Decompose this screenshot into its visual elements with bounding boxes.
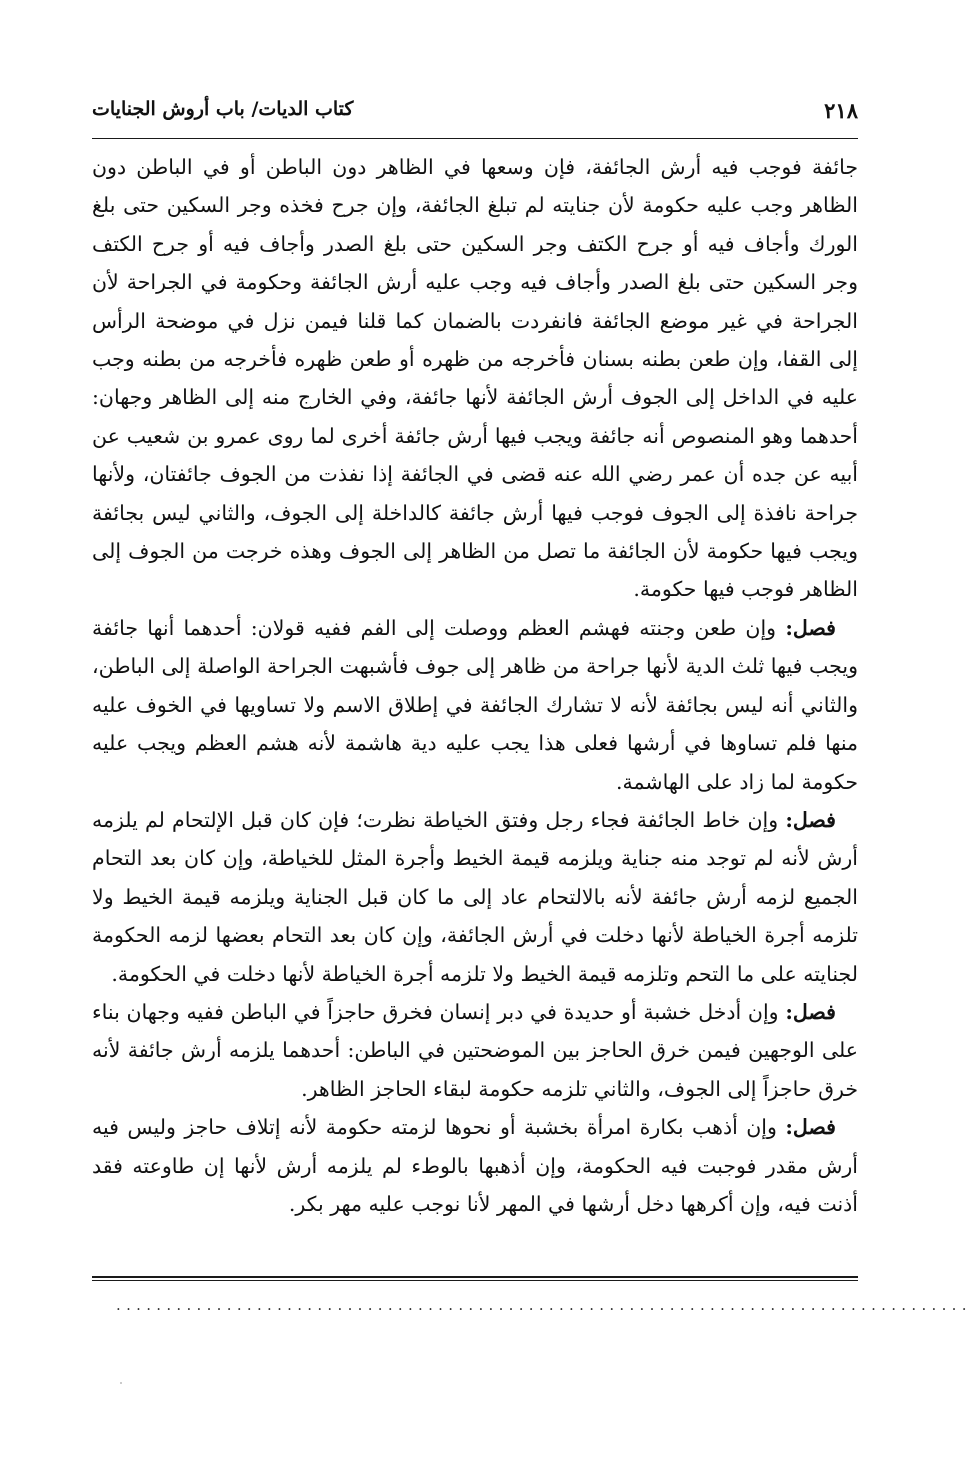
paragraph-continuation: جائفة فوجب فيه أرش الجائفة، فإن وسعها في الظاهر دون الباطن أو في الباطن دون الظاهر وجب عليه حكومة لأن جنايته لم تبلغ الجائفة، وإن جرح فخذه وجر السكين حتى بلغ الورك وأجاف فيه أو جرح الكتف وجر السكين حتى بلغ الصدر وأجاف فيه أو جرح الكتف وجر السكين حتى بلغ الصدر وأجاف فيه وجب عليه أرش الجائفة وحكومة في الجراحة لأن الجراحة في غير موضع الجائفة فانفردت بالضمان كما قلنا فيمن نزل في موضحة الرأس إلى القفا، وإن طعن بطنه بسنان فأخرجه من ظهره أو طعن ظهره فأخرجه من بطنه وجب عليه في الداخل إلى الجوف أرش الجائفة لأنها جائفة، وفي الخارج منه إلى الظاهر وجهان: أحدهما وهو المنصوص أنه جائفة ويجب فيها أرش جائفة أخرى لما روى عمرو بن شعيب عن أبيه عن جده أن عمر رضي الله عنه قضى في الجائفة إذا نفذت من الجوف جائفتان، ولأنها جراحة نافذة إلى الجوف فوجب فيها أرش جائفة كالداخلة إلى الجوف، والثاني ليس بجائفة ويجب فيها حكومة لأن الجائفة ما تصل من الظاهر إلى الجوف وهذه خرجت من الجوف إلى الظاهر فوجب فيها حكومة. — [92, 155, 858, 602]
main-text — [92, 148, 858, 1223]
footnote-dotted-line: ..................................................................................... — [116, 1296, 972, 1314]
section-text: وإن أدخل خشبة أو حديدة في دبر إنسان فخرق حاجزاً في الباطن ففيه وجهان بناء على الوجهين فيمن خرق الحاجز بين الموضحتين في الباطن: أحدهما يلزمه أرش جائفة لأنه خرق حاجزاً إلى الجوف، والثاني تلزمه حكومة لبقاء الحاجز الظاهر. — [92, 999, 858, 1101]
section-text: وإن خاط الجائفة فجاء رجل وفتق الخياطة نظرت؛ فإن كان قبل الإلتحام لم يلزمه أرش لأنه لم توجد منه جناية ويلزمه قيمة الخيط وأجرة المثل للخياطة، وإن كان بعد التحام الجميع لزمه أرش جائفة لأنه بالالتحام عاد إلى ما كان قبل الجناية ويلزمه قيمة الخيط ولا تلزمه أجرة الخياطة لأنها دخلت في أرش الجائفة، وإن كان بعد التحام بعضها لزمه الحكومة لجنايته على ما التحم وتلزمه قيمة الخيط ولا تلزمه أجرة الخياطة لأنها دخلت في الحكومة. — [92, 807, 858, 986]
section-text: وإن طعن وجنته فهشم العظم ووصلت إلى الفم ففيه قولان: أحدهما أنها جائفة ويجب فيها ثلث الدية لأنها جراحة من ظاهر إلى جوف فأشبهت الجراحة الواصلة إلى الباطن، والثاني أنه ليس بجائفة لأنه لا تشارك الجائفة في إطلاق الاسم ولا تساويها في الخوف عليه منها فلم تساوها في أرشها فعلى هذا يجب عليه دية هاشمة لأنه هشم العظم ويجب عليه حكومة لما زاد على الهاشمة. — [92, 615, 858, 794]
section-heading: فصل: — [785, 999, 836, 1024]
scan-speck — [120, 1382, 122, 1384]
page-header — [92, 92, 858, 132]
footnote-rule — [92, 1276, 858, 1278]
running-title: كتاب الديات/ باب أروش الجنايات — [92, 98, 354, 120]
section-paragraph — [92, 609, 858, 801]
section-heading: فصل: — [785, 1115, 836, 1140]
section-heading: فصل: — [785, 615, 836, 640]
header-rule — [92, 138, 858, 139]
section-paragraph — [92, 993, 858, 1108]
footnote-rule-thin — [92, 1280, 858, 1281]
section-heading: فصل: — [785, 807, 836, 832]
section-paragraph — [92, 1108, 858, 1223]
page-number: ٢١٨ — [824, 98, 858, 123]
section-paragraph — [92, 801, 858, 993]
section-text: وإن أذهب بكارة امرأة بخشبة أو نحوها لزمته حكومة لأنه إتلاف حاجز وليس فيه أرش مقدر فوجبت فيه الحكومة، وإن أذهبها بالوطء لم يلزمه أرش لأنها إن طاوعته فقد أذنت فيه، وإن أكرهها دخل أرشها في المهر لأنا نوجب عليه مهر بكر. — [92, 1115, 858, 1216]
